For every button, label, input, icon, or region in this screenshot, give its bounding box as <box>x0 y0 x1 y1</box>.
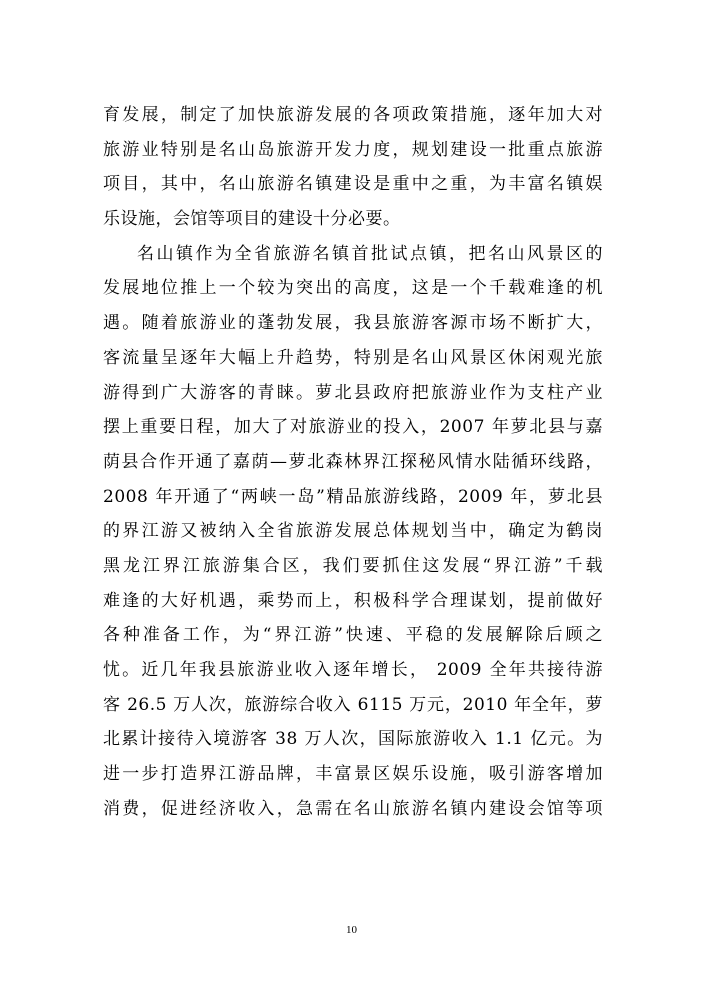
text-line: 乐设施，会馆等项目的建设十分必要。 <box>103 209 401 230</box>
text-line: 客 26.5 万人次，旅游综合收入 6115 万元，2010 年全年，萝 <box>103 694 603 715</box>
text-line: 忧。近几年我县旅游业收入逐年增长， 2009 全年共接待游 <box>103 660 603 680</box>
text-line: 难逢的大好机遇，乘势而上，积极科学合理谋划，提前做好 <box>103 590 603 611</box>
text-line: 各种准备工作，为“界江游”快速、平稳的发展解除后顾之 <box>103 625 603 646</box>
text-line: 遇。随着旅游业的蓬勃发展，我县旅游客源市场不断扩大， <box>103 313 603 334</box>
text-line: 北累计接待入境游客 38 万人次，国际旅游收入 1.1 亿元。为 <box>103 729 603 750</box>
text-line: 荫县合作开通了嘉荫—萝北森林界江探秘风情水陆循环线路， <box>103 451 603 472</box>
body-text <box>103 98 603 826</box>
text-line: 项目，其中，名山旅游名镇建设是重中之重，为丰富名镇娱 <box>103 174 603 195</box>
text-line: 旅游业特别是名山岛旅游开发力度，规划建设一批重点旅游 <box>103 139 603 160</box>
paragraph-2 <box>103 237 603 827</box>
paragraph-1 <box>103 98 603 237</box>
text-line: 名山镇作为全省旅游名镇首批试点镇，把名山风景区的 <box>137 243 603 264</box>
text-line: 游得到广大游客的青睐。萝北县政府把旅游业作为支柱产业 <box>103 382 603 403</box>
text-line: 育发展，制定了加快旅游发展的各项政策措施，逐年加大对 <box>103 105 603 125</box>
text-line: 发展地位推上一个较为突出的高度，这是一个千载难逢的机 <box>103 278 603 299</box>
text-line: 黑龙江界江旅游集合区，我们要抓住这发展“界江游”千载 <box>103 555 603 576</box>
text-line: 2008 年开通了“两峡一岛”精品旅游线路，2009 年，萝北县 <box>103 486 603 507</box>
text-line: 的界江游又被纳入全省旅游发展总体规划当中，确定为鹤岗 <box>103 521 603 542</box>
text-line: 摆上重要日程，加大了对旅游业的投入，2007 年萝北县与嘉 <box>103 417 603 438</box>
text-line: 客流量呈逐年大幅上升趋势，特别是名山风景区休闲观光旅 <box>103 347 603 368</box>
text-line: 消费，促进经济收入，急需在名山旅游名镇内建设会馆等项 <box>103 798 603 819</box>
text-line: 进一步打造界江游品牌，丰富景区娱乐设施，吸引游客增加 <box>103 764 603 785</box>
page-number: 10 <box>346 924 357 936</box>
